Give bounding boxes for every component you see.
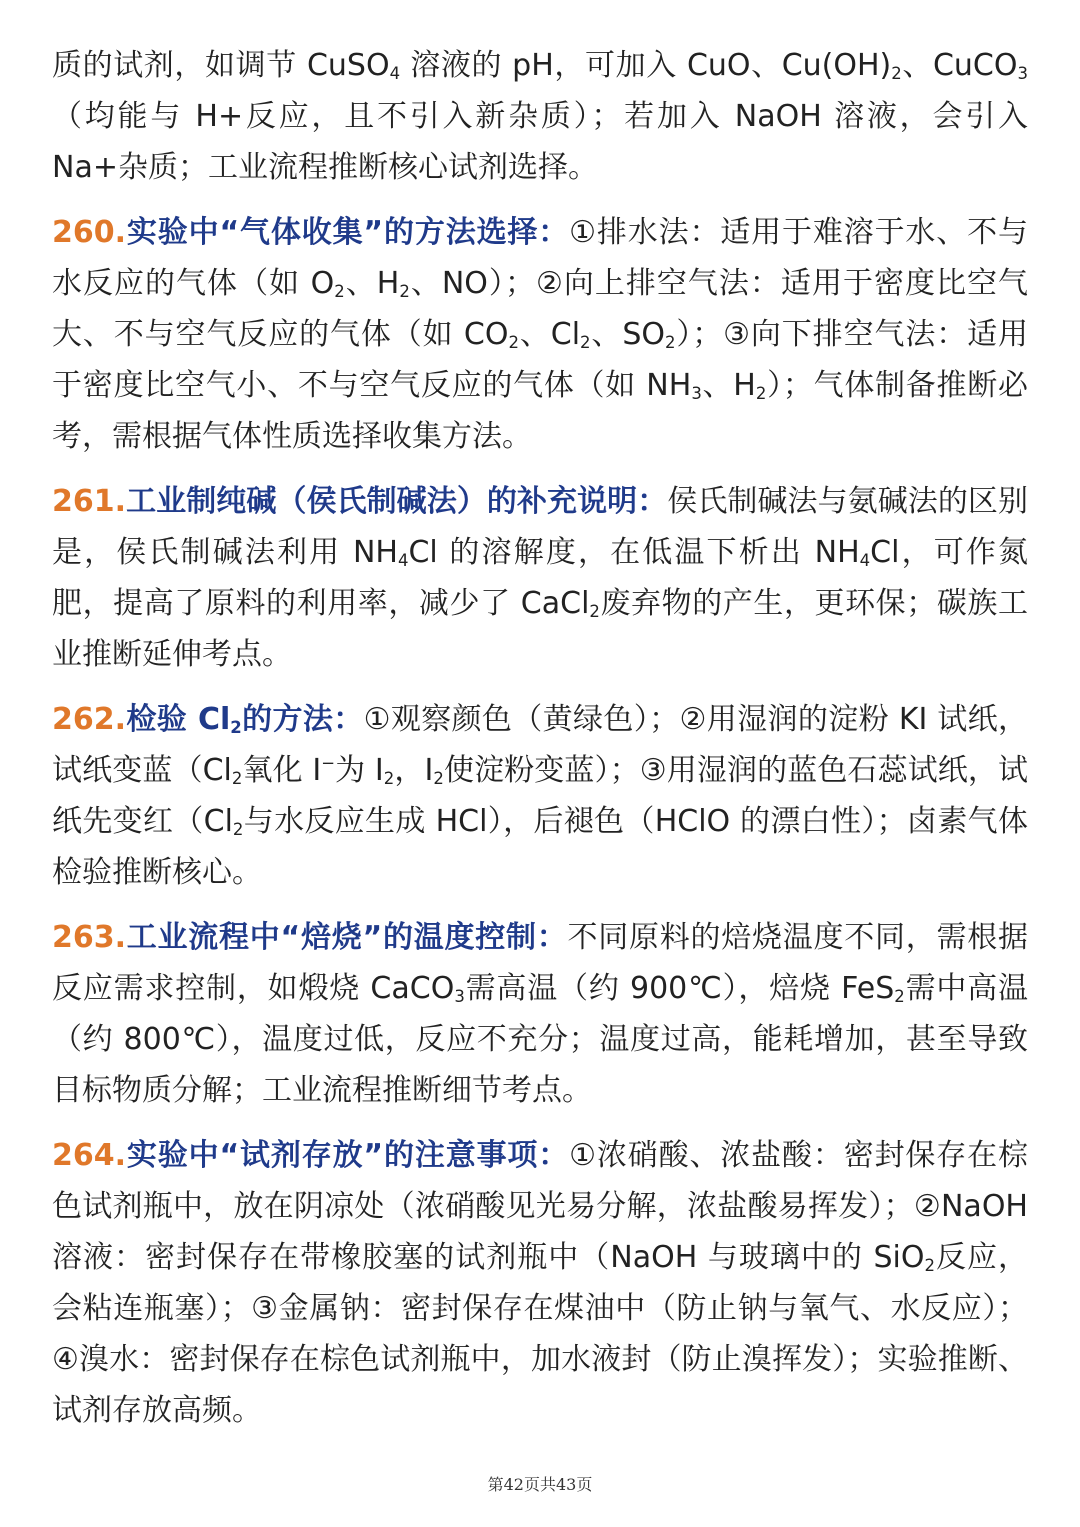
subscript: 3 xyxy=(454,987,465,1007)
subscript: 2 xyxy=(508,333,519,353)
text-segment: 反应，会粘连瓶塞）；③金属钠：密封保存在煤油中（防止钠与氧气、水反应）；④溴水：密封保存在棕色试剂瓶中，加水液封（防止溴挥发）；实验推断、试剂存放高频。 xyxy=(52,1240,1028,1428)
text-segment: ①浓硝酸、浓盐酸：密封保存在棕色试剂瓶中，放在阴凉处（浓硝酸见光易分解，浓盐酸易挥发）；②NaOH 溶液：密封保存在带橡胶塞的试剂瓶中（NaOH 与玻璃中的 SiO xyxy=(52,1138,1028,1275)
subscript: 2 xyxy=(755,384,767,404)
subscript: 2 xyxy=(924,1256,935,1276)
subscript: 2 xyxy=(894,987,905,1007)
item-260 xyxy=(52,207,1028,462)
text-segment: 、NO）；②向上排空气法：适用于密度比空气大、不与空气反应的气体（如 CO xyxy=(52,266,1029,352)
subscript: 4 xyxy=(397,551,409,571)
text-segment: 侯氏制碱法与氨碱法的区别是，侯氏制碱法利用 NH xyxy=(52,484,1029,570)
subscript: 2 xyxy=(334,282,345,302)
text-segment: 、H xyxy=(344,266,400,301)
text-segment: 质的试剂，如调节 CuSO xyxy=(52,48,390,83)
text-segment: 废弃物的产生，更环保；碳族工业推断延伸考点。 xyxy=(52,586,1028,672)
item-heading: 实验中“气体收集”的方法选择： xyxy=(126,215,570,250)
item-262 xyxy=(52,694,1028,898)
text-segment: ）；③向下排空气法：适用于密度比空气小、不与空气反应的气体（如 NH xyxy=(52,317,1028,403)
subscript: 2 xyxy=(383,769,395,789)
text-segment: ，I xyxy=(394,753,434,788)
subscript: 2 xyxy=(232,820,244,840)
subscript: 3 xyxy=(691,384,702,404)
text-segment: 氧化 I xyxy=(242,753,322,788)
item-heading xyxy=(126,702,364,737)
subscript: 2 xyxy=(230,718,242,738)
item-number: 264. xyxy=(52,1138,127,1173)
heading-part: 检验 Cl xyxy=(126,702,231,737)
text-segment: 、CuCO xyxy=(901,48,1018,83)
text-segment: 需中高温（约 800℃），温度过低，反应不充分；温度过高，能耗增加，甚至导致目标物质分解；工业流程推断细节考点。 xyxy=(52,971,1028,1108)
text-segment: 溶液的 pH，可加入 CuO、Cu(OH) xyxy=(400,48,892,83)
subscript: 2 xyxy=(399,282,410,302)
text-segment: 使淀粉变蓝）；③用湿润的蓝色石蕊试纸，试纸先变红（Cl xyxy=(52,753,1028,839)
text-segment: 、H xyxy=(701,368,756,403)
paragraph-continuation xyxy=(52,40,1028,193)
subscript: 2 xyxy=(664,333,676,353)
text-segment: 与水反应生成 HCl），后褪色（HClO 的漂白性）；卤素气体检验推断核心。 xyxy=(52,804,1028,890)
item-number: 260. xyxy=(52,215,127,250)
text-segment: （均能与 H+反应，且不引入新杂质）；若加入 NaOH 溶液，会引入 Na+杂质；工业流程推断核心试剂选择。 xyxy=(52,99,1028,185)
text-segment: ①观察颜色（黄绿色）；②用湿润的淀粉 KI 试纸，试纸变蓝（Cl xyxy=(52,702,1029,788)
text-segment: Cl 的溶解度，在低温下析出 NH xyxy=(408,535,860,570)
item-heading: 实验中“试剂存放”的注意事项： xyxy=(126,1138,570,1173)
superscript: − xyxy=(321,753,336,773)
text-segment: Cl，可作氮肥，提高了原料的利用率，减少了 CaCl xyxy=(52,535,1028,621)
subscript: 2 xyxy=(589,602,600,622)
text-segment: ）；气体制备推断必考，需根据气体性质选择收集方法。 xyxy=(52,368,1029,454)
subscript: 2 xyxy=(433,769,444,789)
text-segment: 不同原料的焙烧温度不同，需根据反应需求控制，如煅烧 CaCO xyxy=(52,920,1028,1006)
item-number: 263. xyxy=(52,920,127,955)
text-segment: 、Cl xyxy=(518,317,581,352)
subscript: 3 xyxy=(1017,64,1028,84)
item-264 xyxy=(52,1130,1028,1436)
text-segment: ①排水法：适用于难溶于水、不与水反应的气体（如 O xyxy=(52,215,1028,301)
subscript: 2 xyxy=(580,333,591,353)
item-263 xyxy=(52,912,1028,1116)
subscript: 2 xyxy=(891,64,902,84)
subscript: 4 xyxy=(859,551,871,571)
text-segment: 、SO xyxy=(590,317,665,352)
item-heading: 工业制纯碱（侯氏制碱法）的补充说明： xyxy=(126,484,668,519)
text-segment: 需高温（约 900℃），焙烧 FeS xyxy=(464,971,895,1006)
subscript: 4 xyxy=(389,64,401,84)
text-segment: 为 I xyxy=(335,753,384,788)
subscript: 2 xyxy=(231,769,243,789)
item-261 xyxy=(52,476,1028,680)
heading-part: 的方法： xyxy=(241,702,364,737)
item-heading: 工业流程中“焙烧”的温度控制： xyxy=(126,920,568,955)
item-number: 261. xyxy=(52,484,127,519)
page-footer: 第42页共43页 xyxy=(487,1475,593,1494)
item-number: 262. xyxy=(52,702,127,737)
